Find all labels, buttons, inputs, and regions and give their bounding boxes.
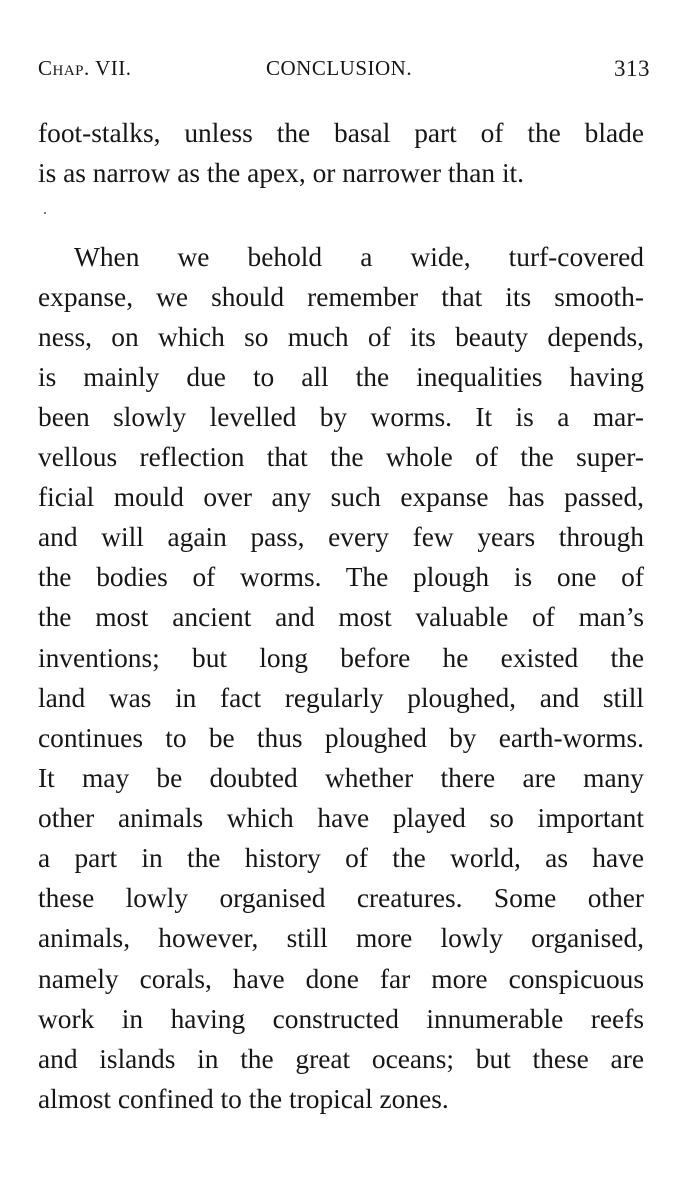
text-line: inventions; but long before he existed the — [38, 643, 644, 673]
text-line: work in having constructed innumerable reefs — [38, 1004, 644, 1034]
text-line: continues to be thus ploughed by earth-worms. — [38, 723, 644, 753]
text-line: the bodies of worms. The plough is one of — [38, 562, 644, 592]
text-line: When we behold a wide, turf-covered — [74, 242, 644, 272]
running-head — [38, 56, 650, 86]
text-line: land was in fact regularly ploughed, and still — [38, 683, 644, 713]
text-line: animals, however, still more lowly organised, — [38, 923, 644, 953]
page-number: 313 — [614, 56, 650, 81]
text-line: and will again pass, every few years through — [38, 522, 644, 552]
text-line: these lowly organised creatures. Some other — [38, 883, 644, 913]
text-line: namely corals, have done far more conspicuous — [38, 964, 644, 994]
text-line: is mainly due to all the inequalities having — [38, 362, 644, 392]
paper-speck — [44, 212, 46, 214]
text-line: been slowly levelled by worms. It is a mar- — [38, 402, 644, 432]
text-line: is as narrow as the apex, or narrower than it. — [38, 158, 525, 188]
chapter-label: Chap. VII. — [38, 56, 132, 80]
text-line: ficial mould over any such expanse has passed, — [38, 482, 644, 512]
chapter-title: CONCLUSION. — [266, 56, 413, 80]
text-line: ness, on which so much of its beauty depends, — [38, 322, 644, 352]
text-line: foot-stalks, unless the basal part of the blade — [38, 118, 644, 148]
text-line: and islands in the great oceans; but these are — [38, 1044, 644, 1074]
text-line: vellous reflection that the whole of the super- — [38, 442, 644, 472]
text-line: the most ancient and most valuable of man’s — [38, 602, 644, 632]
text-line: other animals which have played so important — [38, 803, 644, 833]
text-line: expanse, we should remember that its smooth- — [38, 282, 644, 312]
text-line: almost confined to the tropical zones. — [38, 1084, 449, 1114]
text-line: a part in the history of the world, as have — [38, 843, 644, 873]
text-line: It may be doubted whether there are many — [38, 763, 644, 793]
